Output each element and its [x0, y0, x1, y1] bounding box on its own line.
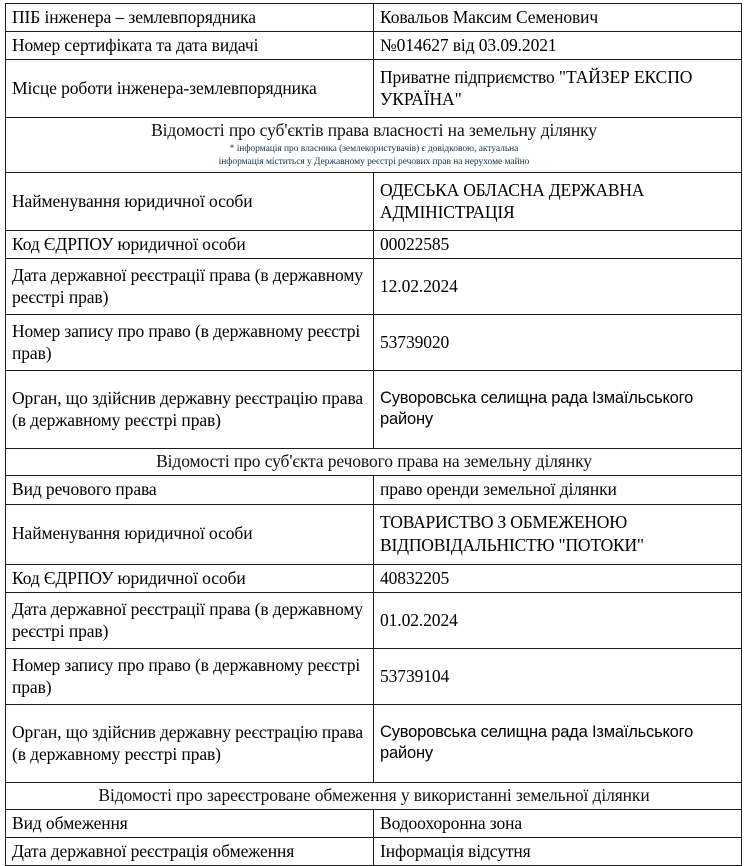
row-label-right-registration-date: Дата державної реєстрації права (в державному реєстрі прав): [6, 592, 374, 648]
row-value-owner-edrpou-code: 00022585: [374, 231, 742, 259]
row-label-right-registration-authority: Орган, що здійснив державну реєстрацію права (в державному реєстрі прав): [6, 704, 374, 782]
table-row: [6, 564, 742, 592]
section-title-owner: Відомості про суб'єктів права власності на земельну ділянку: [151, 120, 597, 141]
row-value-engineer-name: Ковальов Максим Семенович: [374, 4, 742, 32]
row-label-right-edrpou-code: Код ЄДРПОУ юридичної особи: [6, 564, 374, 592]
row-value-right-edrpou-code: 40832205: [374, 564, 742, 592]
table-row: [6, 231, 742, 259]
table-row: [6, 173, 742, 231]
table-row: [6, 504, 742, 564]
row-label-right-legal-entity-name: Найменування юридичної особи: [6, 504, 374, 564]
table-row: [6, 476, 742, 504]
row-label-right-record-number: Номер запису про право (в державному реєстрі прав): [6, 648, 374, 704]
table-row: [6, 837, 742, 865]
table-row: [6, 371, 742, 449]
section-header-row-owner: [6, 118, 742, 173]
section-note-owner-line2: інформація міститься у Державному реєстрі речових прав на нерухоме майно: [218, 157, 530, 168]
row-label-restriction-registration-date: Дата державної реєстрація обмеження: [6, 837, 374, 865]
row-value-right-registration-date: 01.02.2024: [374, 592, 742, 648]
row-label-certificate-number: Номер сертифіката та дата видачі: [6, 32, 374, 60]
row-value-restriction-registration-date: Інформація відсутня: [374, 837, 742, 865]
row-value-right-legal-entity-name: ТОВАРИСТВО З ОБМЕЖЕНОЮ ВІДПОВІДАЛЬНІСТЮ "ПОТОКИ": [374, 504, 742, 564]
row-label-right-type: Вид речового права: [6, 476, 374, 504]
section-banner-restriction: [6, 782, 742, 809]
section-title-restriction: Відомості про зареєстроване обмеження у використанні земельної ділянки: [98, 784, 650, 805]
table-row: [6, 32, 742, 60]
section-header-row-restriction: [6, 782, 742, 809]
row-label-restriction-type: Вид обмеження: [6, 809, 374, 837]
row-label-owner-registration-authority: Орган, що здійснив державну реєстрацію права (в державному реєстрі прав): [6, 371, 374, 449]
row-value-right-type: право оренди земельної ділянки: [374, 476, 742, 504]
table-row: [6, 259, 742, 315]
row-value-owner-legal-entity-name: ОДЕСЬКА ОБЛАСНА ДЕРЖАВНА АДМІНІСТРАЦІЯ: [374, 173, 742, 231]
row-label-engineer-name: ПІБ інженера – землевпорядника: [6, 4, 374, 32]
land-registry-table: [5, 3, 742, 866]
row-value-owner-record-number: 53739020: [374, 315, 742, 371]
table-row: [6, 60, 742, 118]
row-value-right-registration-authority: Суворовська селищна рада Ізмаїльського району: [374, 704, 742, 782]
table-row: [6, 809, 742, 837]
row-label-owner-edrpou-code: Код ЄДРПОУ юридичної особи: [6, 231, 374, 259]
table-row: [6, 592, 742, 648]
section-note-owner-line1: * інформація про власника (землекористувачів) є довідковою, актуальна: [229, 144, 519, 155]
table-row: [6, 315, 742, 371]
table-row: [6, 648, 742, 704]
row-value-restriction-type: Водоохоронна зона: [374, 809, 742, 837]
row-value-owner-registration-authority: Суворовська селищна рада Ізмаїльського району: [374, 371, 742, 449]
row-label-engineer-workplace: Місце роботи інженера-землевпорядника: [6, 60, 374, 118]
table-row: [6, 4, 742, 32]
section-banner-right: [6, 449, 742, 476]
table-row: [6, 704, 742, 782]
row-value-right-record-number: 53739104: [374, 648, 742, 704]
row-label-owner-record-number: Номер запису про право (в державному реєстрі прав): [6, 315, 374, 371]
section-title-right: Відомості про суб'єкта речового права на земельну ділянку: [156, 451, 592, 472]
section-banner-owner: [6, 118, 742, 173]
row-value-certificate-number: №014627 від 03.09.2021: [374, 32, 742, 60]
section-header-row-right: [6, 449, 742, 476]
row-label-owner-registration-date: Дата державної реєстрації права (в державному реєстрі прав): [6, 259, 374, 315]
row-value-owner-registration-date: 12.02.2024: [374, 259, 742, 315]
row-label-owner-legal-entity-name: Найменування юридичної особи: [6, 173, 374, 231]
row-value-engineer-workplace: Приватне підприємство "ТАЙЗЕР ЕКСПО УКРАЇНА": [374, 60, 742, 118]
